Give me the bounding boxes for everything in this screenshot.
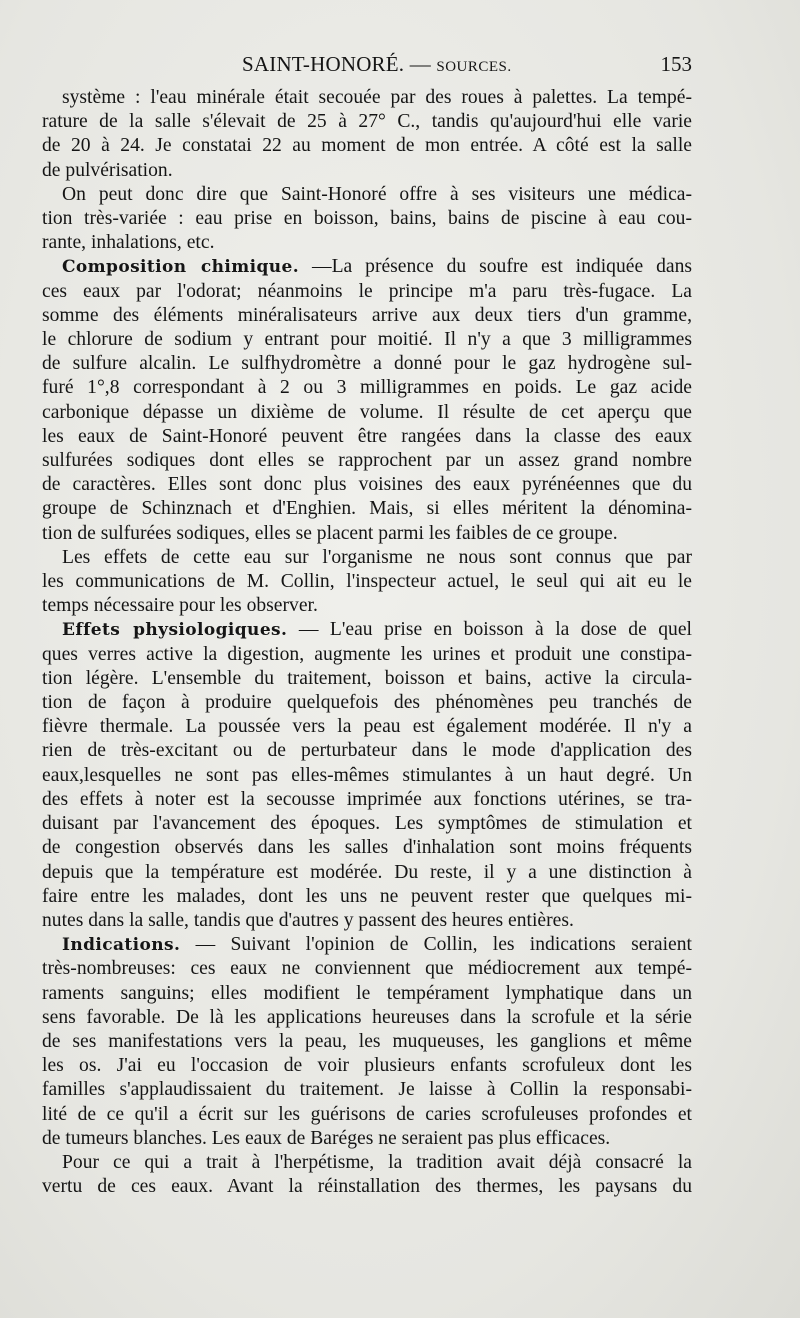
- page-number: 153: [660, 52, 692, 76]
- section-paragraph: [42, 618, 692, 933]
- heading-continuation: —La présence du soufre est indiquée dans: [299, 256, 692, 278]
- text-line: Pour ce qui a trait à l'herpétisme, la tradition avait déjà consacré la: [62, 1151, 692, 1173]
- text-line: rante, inhalations, etc.: [42, 232, 215, 254]
- text-line: somme des éléments minéralisateurs arrive aux deux tiers d'un gramme,: [42, 304, 692, 326]
- text-line: furé 1°,8 correspondant à 2 ou 3 milligrammes en poids. Le gaz acide: [42, 377, 692, 399]
- text-line: des effets à noter est la secousse imprimée aux fonctions utérines, se tra-: [42, 788, 692, 810]
- text-line: nutes dans la salle, tandis que d'autres y passent des heures entières.: [42, 909, 574, 931]
- text-line: familles s'applaudissaient du traitement. Je laisse à Collin la responsabi-: [42, 1079, 692, 1101]
- text-line: depuis que la température est modérée. Du reste, il y a une distinction à: [42, 861, 692, 883]
- text-line: Les effets de cette eau sur l'organisme ne nous sont connus que par: [62, 546, 692, 568]
- text-line: groupe de Schinznach et d'Enghien. Mais, si elles méritent la dénomina-: [42, 498, 692, 520]
- heading-continuation: — Suivant l'opinion de Collin, les indications seraient: [180, 934, 692, 956]
- paragraph: [42, 86, 692, 183]
- text-line: les communications de M. Collin, l'inspecteur actuel, le seul qui ait eu le: [42, 571, 692, 593]
- text-line: faire entre les malades, dont les uns ne peuvent rester que quelques mi-: [42, 885, 692, 907]
- running-title-section: SOURCES.: [436, 59, 512, 75]
- running-title-main: SAINT-HONORÉ.: [242, 52, 405, 76]
- text-line: de congestion observés dans les salles d'inhalation sont moins fréquents: [42, 837, 692, 859]
- text-line: tion de façon à produire quelquefois des phénomènes peu tranchés de: [42, 692, 692, 714]
- text-line: vertu de ces eaux. Avant la réinstallation des thermes, les paysans du: [42, 1176, 692, 1198]
- text-line: de 20 à 24. Je constatai 22 au moment de mon entrée. A côté est la salle: [42, 135, 692, 157]
- text-line: eaux,lesquelles ne sont pas elles-mêmes stimulantes à un haut degré. Un: [42, 764, 692, 786]
- running-title: [242, 52, 512, 77]
- text-line: système : l'eau minérale était secouée par des roues à palettes. La tempé-: [62, 87, 692, 108]
- text-line: tion de sulfurées sodiques, elles se placent parmi les faibles de ce groupe.: [42, 522, 618, 544]
- text-line: ces eaux par l'odorat; néanmoins le principe m'a paru très-fugace. La: [42, 280, 692, 302]
- text-line: de sulfure alcalin. Le sulfhydromètre a donné pour le gaz hydrogène sul-: [42, 353, 692, 375]
- paragraph: [42, 1151, 692, 1199]
- text-line: tion très-variée : eau prise en boisson, bains, bains de piscine à eau cou-: [42, 208, 692, 230]
- text-line: duisant par l'avancement des époques. Les symptômes de stimulation et: [42, 813, 692, 835]
- running-header: [40, 50, 692, 80]
- section-paragraph: [42, 933, 692, 1151]
- text-line: tion légère. L'ensemble du traitement, boisson et bains, active la circula-: [42, 667, 692, 689]
- text-line: les eaux de Saint-Honoré peuvent être rangées dans la classe des eaux: [42, 425, 692, 447]
- text-line: temps nécessaire pour les observer.: [42, 595, 318, 617]
- running-title-separator: —: [409, 52, 431, 76]
- section-paragraph: [42, 255, 692, 545]
- body-text: [42, 86, 692, 1199]
- section-heading: Effets physiologiques.: [62, 620, 288, 641]
- text-line: de pulvérisation.: [42, 159, 173, 181]
- text-line: rature de la salle s'élevait de 25 à 27° C., tandis qu'aujourd'hui elle varie: [42, 111, 692, 133]
- text-line: sulfurées sodiques dont elles se rapprochent par un assez grand nombre: [42, 450, 692, 472]
- text-line: ques verres active la digestion, augmente les urines et produit une constipa-: [42, 643, 692, 665]
- text-line: de caractères. Elles sont donc plus voisines des eaux pyrénéennes que du: [42, 474, 692, 496]
- text-line: fièvre thermale. La poussée vers la peau est également modérée. Il n'y a: [42, 716, 692, 738]
- paragraph: [42, 183, 692, 256]
- section-heading: Indications.: [62, 935, 181, 956]
- text-line: les os. J'ai eu l'occasion de voir plusieurs enfants scrofuleux dont les: [42, 1055, 692, 1077]
- section-heading: Composition chimique.: [62, 257, 300, 278]
- text-line: très-nombreuses: ces eaux ne conviennent que médiocrement aux tempé-: [42, 958, 692, 980]
- text-line: [42, 933, 692, 957]
- text-line: de tumeurs blanches. Les eaux de Baréges ne seraient pas plus efficaces.: [42, 1127, 611, 1149]
- text-line: raments sanguins; elles modifient le tempérament lymphatique dans un: [42, 982, 692, 1004]
- text-line: [42, 255, 692, 279]
- text-line: rien de très-excitant ou de perturbateur dans le mode d'application des: [42, 740, 692, 762]
- text-line: carbonique dépasse un dixième de volume. Il résulte de cet aperçu que: [42, 401, 692, 423]
- text-line: lité de ce qu'il a écrit sur les guérisons de caries scrofuleuses profondes et: [42, 1103, 692, 1125]
- text-line: le chlorure de sodium y entrant pour moitié. Il n'y a que 3 milligrammes: [42, 329, 692, 351]
- text-line: de ses manifestations vers la peau, les muqueuses, les ganglions et même: [42, 1030, 692, 1052]
- text-line: [42, 618, 692, 642]
- text-line: On peut donc dire que Saint-Honoré offre à ses visiteurs une médica-: [62, 183, 692, 205]
- text-line: sens favorable. De là les applications heureuses dans la scrofule et la série: [42, 1006, 692, 1028]
- heading-continuation: — L'eau prise en boisson à la dose de quel: [287, 619, 692, 641]
- paragraph: [42, 546, 692, 619]
